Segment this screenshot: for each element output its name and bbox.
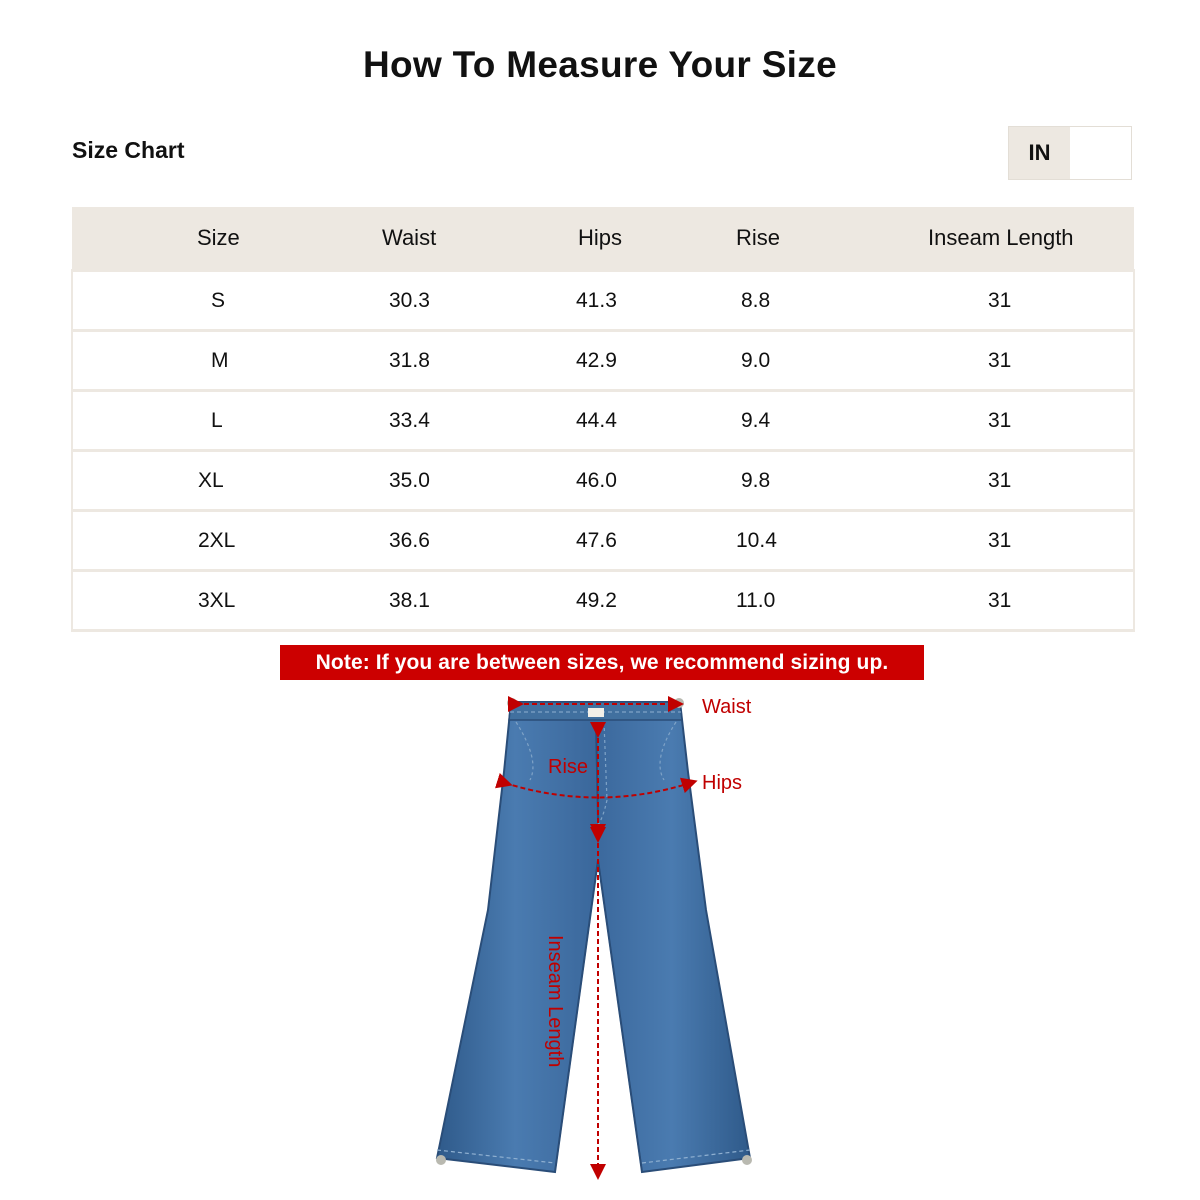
cell-rise: 9.0 [736, 331, 794, 391]
cell-waist: 30.3 [364, 271, 464, 331]
cell-size: M [72, 331, 364, 391]
cell-size: 3XL [72, 571, 364, 631]
sizing-note: Note: If you are between sizes, we recommend sizing up. [280, 645, 924, 680]
header-rise: Rise [736, 207, 794, 271]
cell-waist: 36.6 [364, 511, 464, 571]
cell-rise: 10.4 [736, 511, 794, 571]
cell-hips: 46.0 [464, 451, 736, 511]
cell-inseam: 31 [794, 271, 1134, 331]
cell-hips: 47.6 [464, 511, 736, 571]
cell-rise: 9.8 [736, 451, 794, 511]
cell-size: L [72, 391, 364, 451]
cell-size: XL [72, 451, 364, 511]
cell-hips: 49.2 [464, 571, 736, 631]
cell-hips: 42.9 [464, 331, 736, 391]
header-waist: Waist [364, 207, 464, 271]
header-hips: Hips [464, 207, 736, 271]
page-title: How To Measure Your Size [363, 44, 837, 85]
header-inseam: Inseam Length [794, 207, 1134, 271]
size-chart-label: Size Chart [72, 137, 185, 163]
cell-inseam: 31 [794, 331, 1134, 391]
hips-label: Hips [702, 772, 743, 794]
cell-hips: 44.4 [464, 391, 736, 451]
cell-hips: 41.3 [464, 271, 736, 331]
cell-waist: 35.0 [364, 451, 464, 511]
cell-rise: 11.0 [736, 571, 794, 631]
cell-waist: 33.4 [364, 391, 464, 451]
cell-size: S [72, 271, 364, 331]
cell-inseam: 31 [794, 511, 1134, 571]
cell-inseam: 31 [794, 571, 1134, 631]
cell-rise: 8.8 [736, 271, 794, 331]
cell-rise: 9.4 [736, 391, 794, 451]
cell-size: 2XL [72, 511, 364, 571]
cell-inseam: 31 [794, 451, 1134, 511]
unit-option-in[interactable]: IN [1009, 127, 1070, 179]
cell-inseam: 31 [794, 391, 1134, 451]
header-size: Size [72, 207, 364, 271]
inseam-label: Inseam Length [544, 935, 566, 1068]
waist-label: Waist [702, 696, 752, 718]
cell-waist: 38.1 [364, 571, 464, 631]
jeans-illustration [436, 698, 752, 1172]
cell-waist: 31.8 [364, 331, 464, 391]
rise-label: Rise [548, 756, 589, 778]
